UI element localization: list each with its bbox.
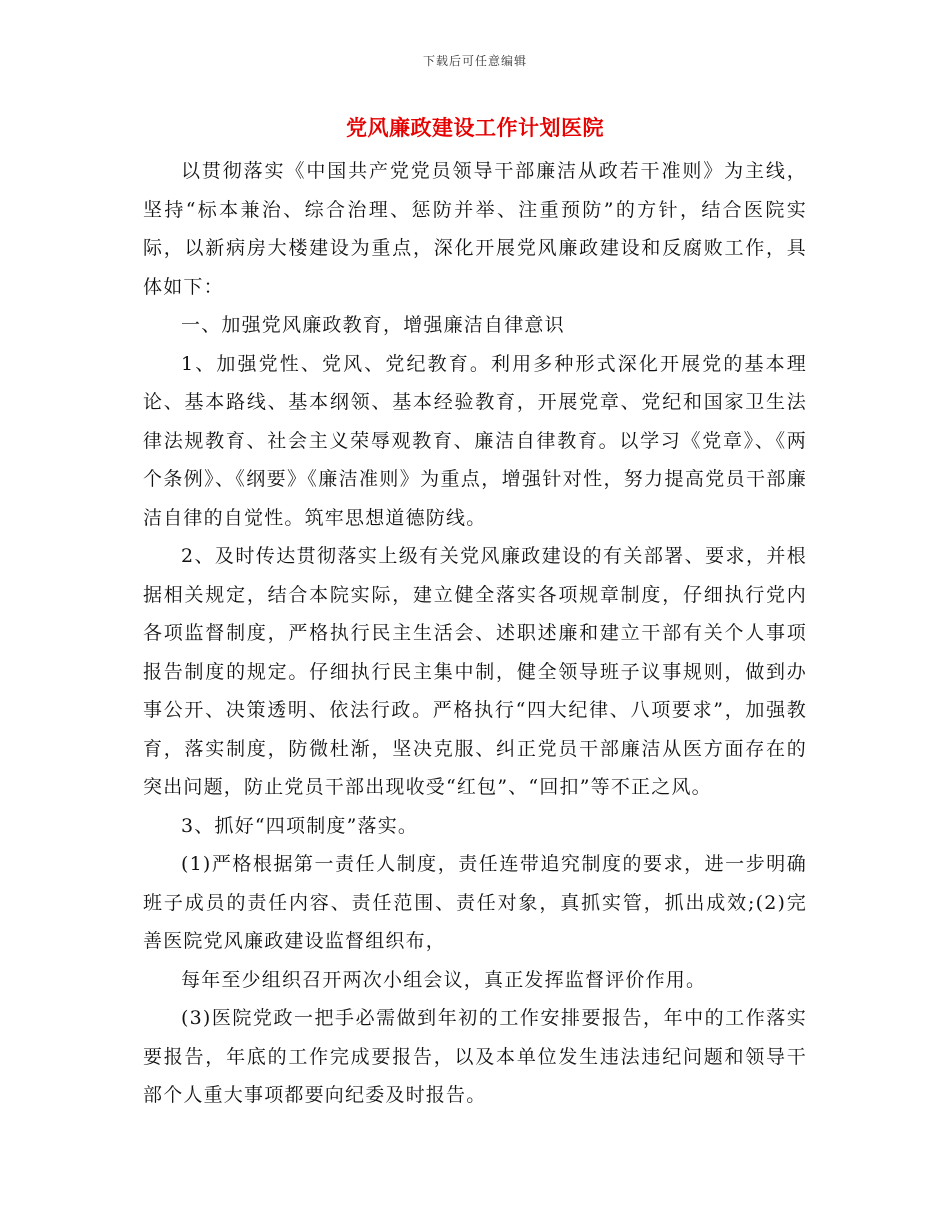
header-note: 下载后可任意编辑 <box>422 54 527 68</box>
section-heading-1: 一、加强党风廉政教育，增强廉洁自律意识 <box>181 314 565 336</box>
paragraph-item-2: 2、及时传达贯彻落实上级有关党风廉政建设的有关部署、要求，并根据相关规定，结合本院实际，建立健全落实各项规章制度，仔细执行党内各项监督制度，严格执行民主生活会、述职述廉和建立干部有关个人事项报告制度的规定。仔细执行民主集中制，健全领导班子议事规则，做到办事公开、决策透明、依法行政。严格执行“四大纪律、八项要求”，加强教育，落实制度，防微杜渐，坚决克服、纠正党员干部廉洁从医方面存在的突出问题，防止党员干部出现收受“红包”、“回扣”等不正之风。 <box>143 545 807 798</box>
document-title: 党风廉政建设工作计划医院 <box>346 115 604 140</box>
document-body <box>143 152 807 1115</box>
paragraph-intro: 以贯彻落实《中国共产党党员领导干部廉洁从政若干准则》为主线，坚持“标本兼治、综合治理、惩防并举、注重预防”的方针，结合医院实际，以新病房大楼建设为重点，深化开展党风廉政建设和反腐败工作，具体如下： <box>143 160 807 298</box>
paragraph-item-3: 3、抓好“四项制度”落实。 <box>181 814 419 837</box>
paragraph-sub-1-2: (1)严格根据第一责任人制度，责任连带追究制度的要求，进一步明确班子成员的责任内容、责任范围、责任对象，真抓实管，抓出成效;(2)完善医院党风廉政建设监督组织布， <box>143 853 807 952</box>
paragraph-sub-continuation: 每年至少组织召开两次小组会议，真正发挥监督评价作用。 <box>181 968 707 991</box>
paragraph-sub-3: (3)医院党政一把手必需做到年初的工作安排要报告，年中的工作落实要报告，年底的工作完成要报告，以及本单位发生违法违纪问题和领导干部个人重大事项都要向纪委及时报告。 <box>143 1007 807 1106</box>
paragraph-item-1: 1、加强党性、党风、党纪教育。利用多种形式深化开展党的基本理论、基本路线、基本纲领、基本经验教育，开展党章、党纪和国家卫生法律法规教育、社会主义荣辱观教育、廉洁自律教育。以学习《党章》、《两个条例》、《纲要》《廉洁准则》为重点，增强针对性，努力提高党员干部廉洁自律的自觉性。筑牢思想道德防线。 <box>143 352 807 529</box>
